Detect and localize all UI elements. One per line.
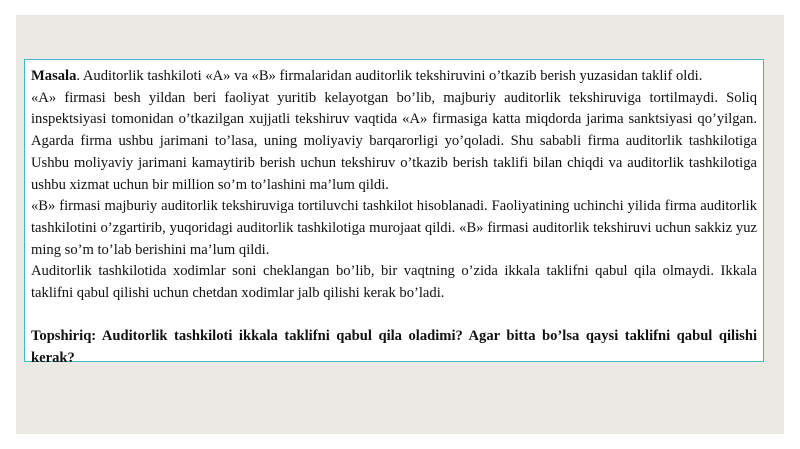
firm-a-paragraph: «A» firmasi besh yildan beri faoliyat yuritib kelayotgan bo’lib, majburiy auditorlik tekshiruviga tortilmaydi. Soliq inspektsiyasi tomonidan o’tkazilgan xujjatli tekshiruv vaqtida «A» firmasiga katta miqdorda jarima sanktsiyasi qo’yilgan. Agarda firma ushbu jarimani to’lasa, uning moliyaviy barqarorligi yo’qoladi. Shu sababli firma auditorlik tashkilotiga Ushbu moliyaviy jarimani kamaytirib berish uchun tekshiruv o’tkazib berish taklifi bilan chiqdi va auditorlik tashkilotiga ushbu xizmat uchun bir million so’m to’lashini ma’lum qildi.	[31, 89, 757, 193]
task-paragraph: Topshiriq: Auditorlik tashkiloti ikkala taklifni qabul qila oladimi? Agar bitta bo’lsa qaysi taklifni qabul qilishi kerak?	[31, 328, 757, 367]
paragraph-spacer	[31, 305, 757, 327]
masala-intro: . Auditorlik tashkiloti «A» va «B» firmalaridan auditorlik tekshiruvini o’tkazib berish yuzasidan taklif oldi.	[76, 68, 703, 84]
firm-b-paragraph: «B» firmasi majburiy auditorlik tekshiruviga tortiluvchi tashkilot hisoblanadi. Faoliyatining uchinchi yilida firma auditorlik tashkilotini o’zgartirib, yuqoridagi auditorlik tashkilotiga murojaat qildi. «B» firmasi auditorlik tekshiruvi uchun sakkiz yuz ming so’m to’lab berishini ma’lum qildi.	[31, 198, 757, 258]
masala-paragraph	[31, 66, 757, 88]
problem-text-box	[24, 59, 764, 367]
masala-title: Masala	[31, 68, 77, 84]
slide	[16, 15, 784, 434]
staff-paragraph: Auditorlik tashkilotida xodimlar soni cheklangan bo’lib, bir vaqtning o’zida ikkala taklifni qabul qila olmaydi. Ikkala taklifni qabul qilishi uchun chetdan xodimlar jalb qilishi kerak bo’ladi.	[31, 263, 757, 302]
